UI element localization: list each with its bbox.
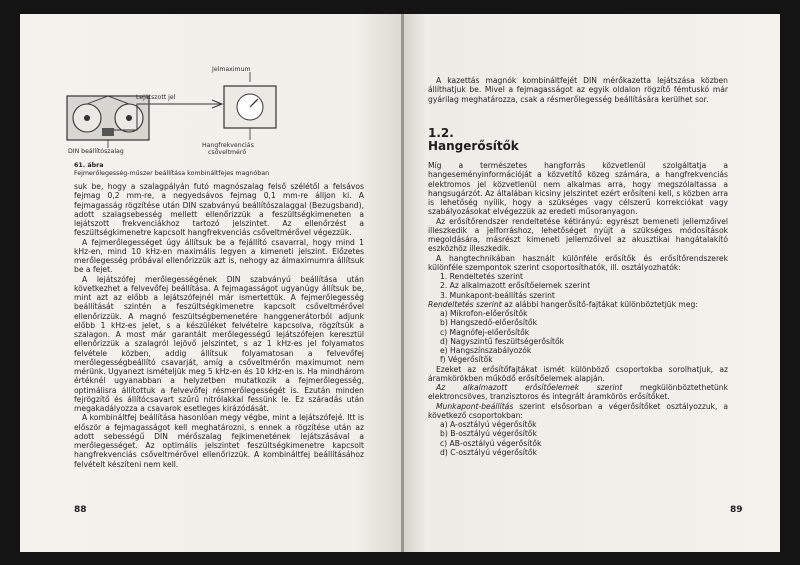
left-body-text	[74, 182, 364, 469]
paragraph: Ezeket az erősítőfajtákat ismét különböző csoportokba sorolhatjuk, az áramkörökben működő erősítőelemek alapján.	[428, 364, 728, 383]
left-page	[20, 14, 402, 552]
emphasis: Az alkalmazott erősítőelemek szerint	[436, 383, 623, 392]
paragraph: Az erősítőrendszer rendeltetése kétirányú: egyrészt bemeneti jellemzőivel illeszkedik a jelforráshoz, lehetőséget nyújt a szükséges módosítások megoldására, másrészt kimeneti jellemzőivel az akusztikai hangátalakító eszközhöz illeszkedik.	[428, 216, 728, 254]
list-item: b) B-osztályú végerősítők	[440, 429, 537, 439]
paragraph: Míg a természetes hangforrás közvetlenül szolgáltatja a hangeseményinformációját a közvetítő közeg számára, a hangfrekvenciás elektromos jel közvetlenül nem alkalmas arra, hogy megszólaltassa a hangsugárzót. Az általában kicsiny jelszintet ezért erősíteni kell, s közben arra is lehetőség nyílik, hogy a szükséges vagy célszerű korrekciókat vagy szabályozásokat elvégezzük az eredeti műsoranyagon.	[428, 161, 728, 217]
list-item: f) Végerősítők	[440, 355, 493, 365]
tape-recorder-diagram	[62, 66, 312, 161]
label-voltmeter-line1: Hangfrekvenciás	[202, 142, 254, 149]
purpose-list	[428, 309, 728, 365]
paragraph: A hangtechnikában használt különféle erősítők és erősítőrendszerek különféle szempontok szerint csoportosíthatók, ill. osztályozhatók:	[428, 253, 728, 272]
page-number-right: 89	[730, 505, 743, 515]
emphasis: Munkapont-beállítás	[436, 401, 514, 411]
emphasis: Rendeltetés szerint	[428, 299, 502, 309]
list-item: a) A-osztályú végerősítők	[440, 420, 537, 429]
paragraph	[428, 383, 728, 402]
list-item: d) C-osztályú végerősítők	[440, 447, 537, 457]
paragraph: suk be, hogy a szalagpályán futó magnószalag felső szélétől a felsávos fejmag 0,2 mm-re, a negyedsávos fejmag 0,1 mm-re álljon ki. A fejmagasság rögzítése után DIN szabványú beállítószalaggal (Bezugsband), adott szalagsebesség mellett ellenőrizzük a feszültségkimeneten a lejátszott frekvenciákhoz tartozó jelszintet. Az ellenőrzést a feszültségkimenetre kapcsolt hangfrekvenciás csőveltmérővel végezzük.	[74, 182, 364, 238]
figure-caption	[74, 162, 364, 177]
classification-list	[428, 272, 728, 300]
paragraph: A lejátszófej merőlegességének DIN szabványú beállítása után következhet a felvevőfej beállítása. A fejmagasságot ugyanúgy állítsuk be, mint azt az előbb a lejátszófejnél már ismertettük. A fejmerőlegesség beállítását szintén a feszültségkimenetre kapcsolt csőveltmérővel ellenőrizzük. A magnó feszültségbemenetére hanggenerátorból adjunk előbb 1 kHz-es jelet, s a készüléket felvételre kapcsolva, rögzítsük a szalagon. A most már garantált merőlegességű lejátszófejen keresztül ellenőrizzük a szalagról lejövő jelszintet, s az 1 kHz-es jel folyamatos felvétele közben, addig állítsuk folyamatosan a felvevőfej merőlegességbeállító csavarját, amíg a csőveltmérőn maximumot nem mérünk. Ugyanezt ismételjük meg 5 kHz-en és 10 kHz-en is. Ha mindhárom értéknél ugyanabban a helyzetben mutatkozik a fejmerőlegesség, optimálisra állítottuk a felvevőfej résmerőlegességét is. Ezután minden fejrögzítő és állítócsavart szűrű nitrólakkal fessünk le. Ez száradás után megakadályozza a csavarok esetleges kirázódását.	[74, 274, 364, 413]
right-page	[404, 14, 780, 552]
paragraph: A kombináltfej beállítása hasonlóan megy végbe, mint a lejátszófejé. Itt is először a fejmagasságot kell meghatározni, s ennek a rögzítése után az adott sebességű DIN mérőszalag fejkimenetének lejátszásával a merőlegességet. Az optimális jelszintet feszültségkimenetre kapcsolt hangfrekvenciás csőveltmérővel ellenőrizzük. A kombináltfej beállításához felvételt készíteni nem kell.	[74, 413, 364, 469]
list-item: 2. Az alkalmazott erősítőelemek szerint	[440, 281, 591, 291]
figure-61	[62, 66, 312, 176]
class-list	[428, 420, 728, 457]
list-item: a) Mikrofon-előerősítők	[440, 309, 528, 318]
intro-paragraph	[428, 76, 728, 104]
paragraph-text: szerint elsősorban a végerősítőket osztályozzuk, a következő csoportokban:	[428, 401, 728, 420]
list-item: 3. Munkapont-beállítás szerint	[440, 290, 555, 300]
list-item: b) Hangszedő-előerősítők	[440, 318, 537, 328]
label-signal-max: Jelmaximum	[212, 66, 251, 73]
paragraph-text: az alábbi hangerősítő-fajtákat különböztetjük meg:	[504, 299, 698, 309]
paragraph	[428, 402, 728, 421]
paragraph	[428, 300, 728, 309]
list-item: d) Nagyszintű feszültségerősítők	[440, 336, 565, 346]
paragraph: A kazettás magnók kombináltfejét DIN mérőkazetta lejátszása közben állíthatjuk be. Mivel a fejmagasságot az egyik oldalon rögzítő fémtuskó már gyárilag meghatározza, csak a résmerőlegesség beállítására kerülhet sor.	[428, 76, 728, 104]
section-title: Hangerősítők	[428, 139, 519, 153]
caption-number: 61. ábra	[74, 162, 104, 169]
list-item: c) Magnófej-előerősítők	[440, 327, 530, 337]
paragraph-text: megkülönböztethetünk elektroncsöves, tranzisztoros és integrált áramkörös erősítőket.	[428, 383, 728, 402]
list-item: c) AB-osztályú végerősítők	[440, 438, 542, 448]
page-number-left: 88	[74, 505, 87, 515]
section-number: 1.2.	[428, 126, 454, 140]
paragraph: A fejmerőlegességet úgy állítsuk be a fejállító csavarral, hogy mind 1 kHz-en, mind 10 kHz-en maximális legyen a kimeneti jelszint. Előzetes merőlegesség próbával ellenőrizzük azt is, nehogy az álmaximumra állítsuk be a fejet.	[74, 237, 364, 275]
label-voltmeter-line2: csőveltmérő	[208, 149, 247, 156]
right-body-text	[428, 161, 728, 457]
label-recorded-signal: Lejátszott jel	[136, 94, 176, 101]
list-item: 1. Rendeltetés szerint	[440, 272, 523, 281]
caption-text: Fejmerőlegesség-műszer beállítása kombináltfejes magnóban	[74, 169, 270, 177]
list-item: e) Hangszínszabályozók	[440, 346, 532, 355]
label-din-tape: DIN beállítószalag	[68, 148, 124, 155]
